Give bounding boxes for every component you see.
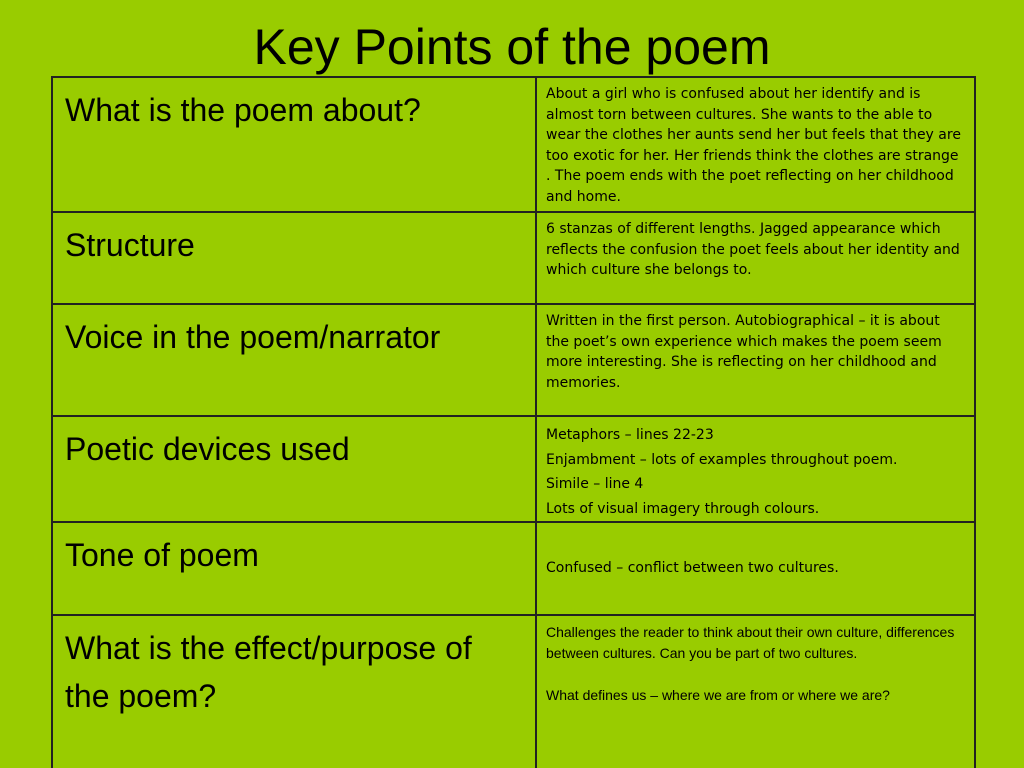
- table-row: [52, 304, 975, 416]
- row-label: Structure: [52, 212, 536, 304]
- table-row: [52, 522, 975, 615]
- row-description: Written in the first person. Autobiographical – it is about the poet’s own experience which makes the poem seem more interesting. She is reflecting on her childhood and memories.: [536, 304, 975, 416]
- table-row: [52, 212, 975, 304]
- row-description-list: [536, 416, 975, 522]
- row-label: What is the poem about?: [52, 77, 536, 212]
- row-label: Tone of poem: [52, 522, 536, 615]
- row-description: About a girl who is confused about her identify and is almost torn between cultures. She wants to the able to wear the clothes her aunts send her but feels that they are too exotic for her. Her friends think the clothes are strange . The poem ends with the poet reflecting on her childhood and home.: [536, 77, 975, 212]
- table-row: [52, 77, 975, 212]
- row-label: Voice in the poem/narrator: [52, 304, 536, 416]
- row-label: Poetic devices used: [52, 416, 536, 522]
- row-label: What is the effect/purpose of the poem?: [52, 615, 536, 768]
- list-item: Lots of visual imagery through colours.: [546, 500, 820, 517]
- description-paragraph: Challenges the reader to think about their own culture, differences between cultures. Can you be part of two cultures.: [546, 624, 955, 661]
- list-item: Enjambment – lots of examples throughout poem.: [546, 451, 898, 468]
- row-description: Confused – conflict between two cultures.: [536, 522, 975, 615]
- row-description: [536, 615, 975, 768]
- key-points-table: [51, 76, 976, 768]
- list-item: Simile – line 4: [546, 476, 644, 492]
- slide-title: Key Points of the poem: [253, 19, 771, 75]
- description-paragraph: What defines us – where we are from or where we are?: [546, 687, 890, 703]
- table-row: [52, 416, 975, 522]
- row-description: 6 stanzas of different lengths. Jagged appearance which reflects the confusion the poet feels about her identity and which culture she belongs to.: [536, 212, 975, 304]
- table-row: [52, 615, 975, 768]
- list-item: Metaphors – lines 22-23: [546, 427, 714, 443]
